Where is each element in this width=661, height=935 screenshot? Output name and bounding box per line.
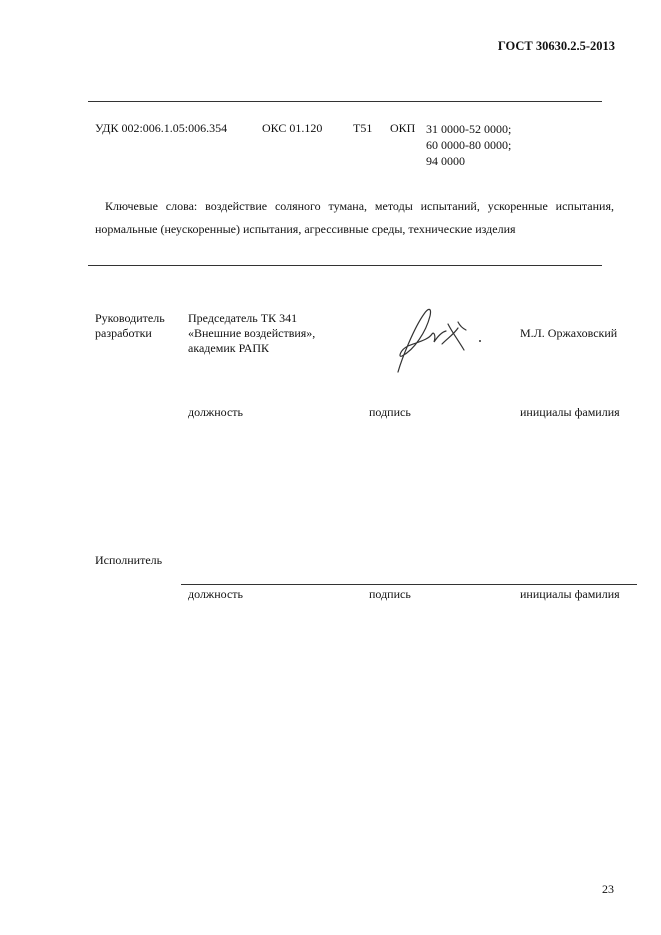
- executor-role: Исполнитель: [95, 553, 163, 567]
- page-number: 23: [602, 882, 614, 896]
- okp-values: [426, 121, 511, 169]
- leader-position-label: должность: [188, 405, 243, 419]
- executor-name-label: инициалы фамилия: [520, 587, 620, 601]
- executor-position-label: должность: [188, 587, 243, 601]
- executor-signature-label: подпись: [369, 587, 411, 601]
- leader-role-line: Руководитель: [95, 311, 165, 325]
- top-divider: [88, 101, 602, 102]
- leader-name: М.Л. Оржаховский: [520, 326, 618, 340]
- leader-role: [95, 311, 165, 341]
- leader-position-line: академик РАПК: [188, 341, 270, 355]
- okp-value: 60 0000-80 0000;: [426, 138, 512, 152]
- okp-value: 94 0000: [426, 154, 465, 168]
- leader-name-label: инициалы фамилия: [520, 405, 620, 419]
- leader-role-line: разработки: [95, 326, 152, 340]
- keywords-divider: [88, 265, 602, 266]
- executor-signature-line: [181, 584, 637, 585]
- handwritten-signature: [388, 298, 498, 380]
- okp-label: ОКП: [390, 121, 416, 135]
- leader-position-line: Председатель ТК 341: [188, 311, 298, 325]
- okp-value: 31 0000-52 0000;: [426, 122, 512, 136]
- oks-code: ОКС 01.120: [262, 121, 323, 135]
- leader-position-line: «Внешние воздействия»,: [188, 326, 316, 340]
- t-code: Т51: [353, 121, 373, 135]
- udk-code: УДК 002:006.1.05:006.354: [95, 121, 228, 135]
- leader-signature-label: подпись: [369, 405, 411, 419]
- leader-position: [188, 311, 315, 356]
- keywords: Ключевые слова: воздействие соляного тумана, методы испытаний, ускоренные испытания, нормальные (неускоренные) испытания, агрессивные среды, технические изделия: [95, 199, 614, 236]
- standard-number: ГОСТ 30630.2.5-2013: [497, 39, 615, 53]
